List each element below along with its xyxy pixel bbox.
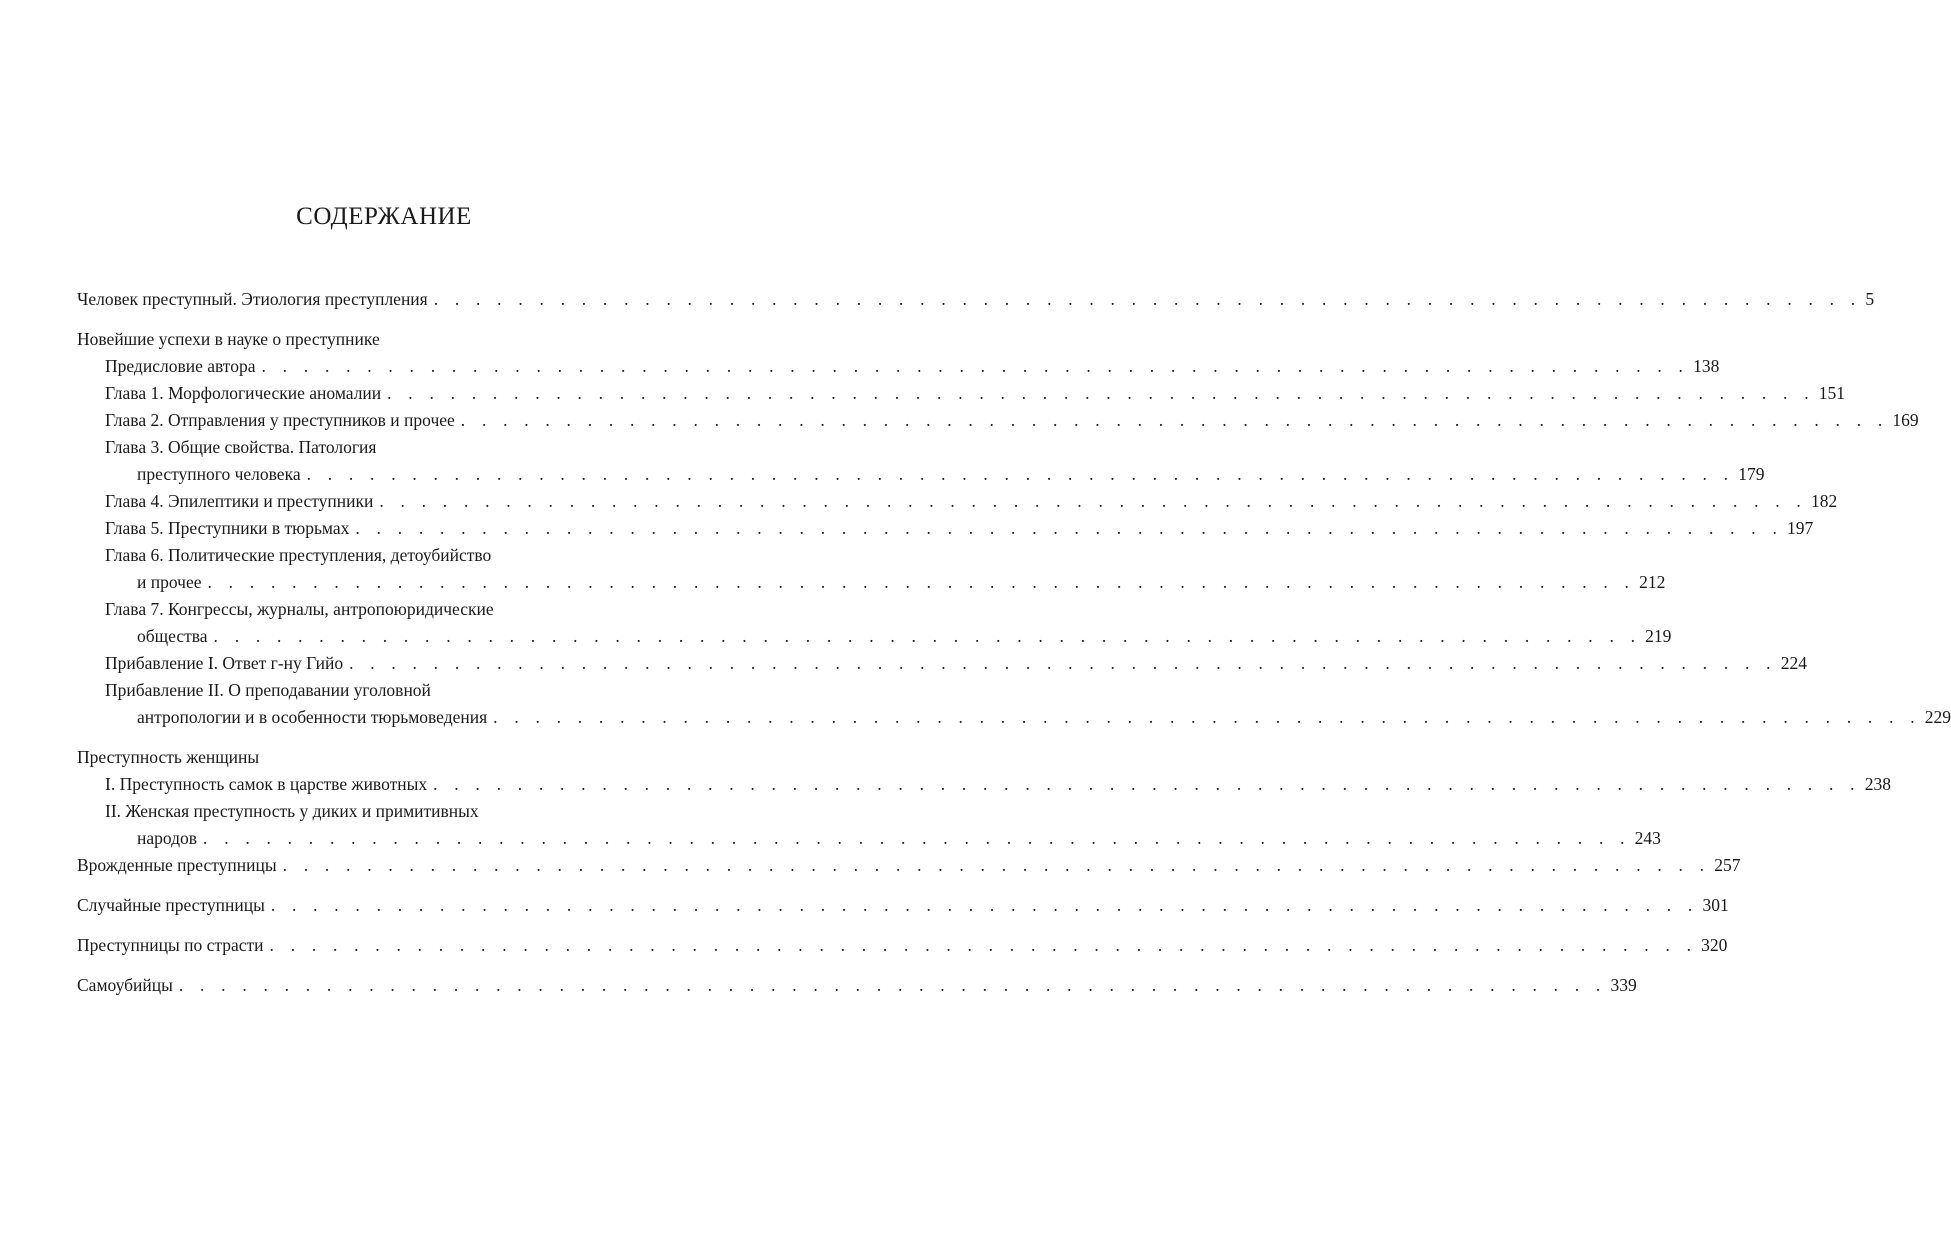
toc-page-number: 243 <box>1634 828 1661 848</box>
toc-entry-title: Предисловие автора <box>105 356 256 376</box>
dot-leader: . . . . . . . . . . . . . . . . . . . . . . . . . . . . . . . . . . . . . . . . . . . . . . . . . . . . . . . . . . . . . . . . . . . . <box>379 491 1807 511</box>
toc-page-number: 224 <box>1780 653 1807 673</box>
toc-entry-title: Случайные преступницы <box>77 895 265 915</box>
toc-entry-title: Новейшие успехи в науке о преступнике <box>77 329 380 349</box>
toc-page-number: 169 <box>1892 410 1919 430</box>
toc-entry-title: Глава 1. Морфологические аномалии <box>105 383 382 403</box>
toc-entry[interactable] <box>77 353 1720 380</box>
toc-entry[interactable] <box>77 650 1807 677</box>
toc-entry[interactable] <box>77 542 667 569</box>
toc-entry[interactable] <box>77 434 667 461</box>
toc-entry-title: Прибавление II. О преподавании уголовной <box>105 680 431 700</box>
toc-entry-title: Самоубийцы <box>77 975 173 995</box>
toc-entry-title: Преступницы по страсти <box>77 935 264 955</box>
toc-entry[interactable] <box>77 771 1891 798</box>
dot-leader: . . . . . . . . . . . . . . . . . . . . . . . . . . . . . . . . . . . . . . . . . . . . . . . . . . . . . . . . . . . . . . . . . . . . <box>178 975 1607 995</box>
toc-entry[interactable] <box>77 852 1741 879</box>
dot-leader: . . . . . . . . . . . . . . . . . . . . . . . . . . . . . . . . . . . . . . . . . . . . . . . . . . . . . . . . . . . . . . . . . . . . <box>355 518 1784 538</box>
toc-entry-title: Прибавление I. Ответ г-ну Гийо <box>105 653 344 673</box>
toc-entry-continuation[interactable] <box>77 825 1661 852</box>
toc-page-number: 179 <box>1738 464 1765 484</box>
toc-page-number: 5 <box>1865 289 1875 309</box>
toc-entry[interactable] <box>77 798 667 825</box>
toc-section-heading[interactable] <box>77 744 667 771</box>
dot-leader: . . . . . . . . . . . . . . . . . . . . . . . . . . . . . . . . . . . . . . . . . . . . . . . . . . . . . . . . . . . . . . . . . . . . <box>460 410 1889 430</box>
toc-page-number: 238 <box>1864 774 1891 794</box>
toc-entry[interactable] <box>77 407 1919 434</box>
toc-section-heading[interactable] <box>77 326 667 353</box>
toc-page-number: 212 <box>1639 572 1666 592</box>
toc-entry-continuation[interactable] <box>77 461 1765 488</box>
toc-entry-title: Глава 5. Преступники в тюрьмах <box>105 518 350 538</box>
dot-leader: . . . . . . . . . . . . . . . . . . . . . . . . . . . . . . . . . . . . . . . . . . . . . . . . . . . . . . . . . . . . . . . . . . . . <box>270 895 1699 915</box>
page-title: СОДЕРЖАНИЕ <box>296 203 472 230</box>
toc-entry-title: антропологии и в особенности тюрьмоведения <box>137 707 488 727</box>
dot-leader: . . . . . . . . . . . . . . . . . . . . . . . . . . . . . . . . . . . . . . . . . . . . . . . . . . . . . . . . . . . . . . . . . . . . <box>203 828 1631 848</box>
toc-page-number: 182 <box>1810 491 1838 511</box>
toc-entry-title: общества <box>137 626 208 646</box>
toc-entry[interactable] <box>77 515 1814 542</box>
toc-entry-title: Глава 4. Эпилептики и преступники <box>105 491 374 511</box>
toc-page-number: 320 <box>1701 935 1728 955</box>
dot-leader: . . . . . . . . . . . . . . . . . . . . . . . . . . . . . . . . . . . . . . . . . . . . . . . . . . . . . . . . . . . . . . . . . . . . <box>493 707 1921 727</box>
toc-entry-title: Глава 7. Конгрессы, журналы, антропоюридические <box>105 599 494 619</box>
toc-entry[interactable] <box>77 596 667 623</box>
toc-entry-continuation[interactable] <box>77 569 1666 596</box>
toc-page-number: 301 <box>1702 895 1729 915</box>
toc-entry-title: Врожденные преступницы <box>77 855 277 875</box>
toc-entry[interactable] <box>77 932 1728 959</box>
toc-entry[interactable] <box>77 380 1846 407</box>
dot-leader: . . . . . . . . . . . . . . . . . . . . . . . . . . . . . . . . . . . . . . . . . . . . . . . . . . . . . . . . . . . . . . . . . . . . <box>261 356 1690 376</box>
toc-entry[interactable] <box>77 286 1875 313</box>
dot-leader: . . . . . . . . . . . . . . . . . . . . . . . . . . . . . . . . . . . . . . . . . . . . . . . . . . . . . . . . . . . . . . . . . . . . <box>213 626 1642 646</box>
toc-entry[interactable] <box>77 892 1729 919</box>
toc-entry-title: преступного человека <box>137 464 301 484</box>
toc-page-number: 339 <box>1610 975 1637 995</box>
toc-entry[interactable] <box>77 972 1637 999</box>
dot-leader: . . . . . . . . . . . . . . . . . . . . . . . . . . . . . . . . . . . . . . . . . . . . . . . . . . . . . . . . . . . . . . . . . . . . <box>207 572 1636 592</box>
toc-entry-title: Преступность женщины <box>77 747 260 767</box>
toc-page-number: 219 <box>1645 626 1672 646</box>
dot-leader: . . . . . . . . . . . . . . . . . . . . . . . . . . . . . . . . . . . . . . . . . . . . . . . . . . . . . . . . . . . . . . . . . . . . <box>306 464 1735 484</box>
toc-entry-title: Глава 2. Отправления у преступников и прочее <box>105 410 455 430</box>
toc-entry[interactable] <box>77 677 667 704</box>
dot-leader: . . . . . . . . . . . . . . . . . . . . . . . . . . . . . . . . . . . . . . . . . . . . . . . . . . . . . . . . . . . . . . . . . . . . <box>349 653 1777 673</box>
toc-page-number: 197 <box>1787 518 1814 538</box>
toc-page-number: 151 <box>1818 383 1846 403</box>
toc-page-number: 257 <box>1714 855 1741 875</box>
dot-leader: . . . . . . . . . . . . . . . . . . . . . . . . . . . . . . . . . . . . . . . . . . . . . . . . . . . . . . . . . . . . . . . . . . . . <box>269 935 1698 955</box>
toc-entry-title: Человек преступный. Этиология преступления <box>77 289 428 309</box>
toc-entry-title: и прочее <box>137 572 202 592</box>
dot-leader: . . . . . . . . . . . . . . . . . . . . . . . . . . . . . . . . . . . . . . . . . . . . . . . . . . . . . . . . . . . . . . . . . . . . <box>433 289 1862 309</box>
table-of-contents <box>77 286 1951 999</box>
toc-entry-continuation[interactable] <box>77 623 1672 650</box>
toc-entry-title: Глава 3. Общие свойства. Патология <box>105 437 377 457</box>
dot-leader: . . . . . . . . . . . . . . . . . . . . . . . . . . . . . . . . . . . . . . . . . . . . . . . . . . . . . . . . . . . . . . . . . . . . <box>433 774 1861 794</box>
toc-entry-title: II. Женская преступность у диких и примитивных <box>105 801 479 821</box>
toc-entry-continuation[interactable] <box>77 704 1951 731</box>
toc-page-number: 229 <box>1924 707 1951 727</box>
dot-leader: . . . . . . . . . . . . . . . . . . . . . . . . . . . . . . . . . . . . . . . . . . . . . . . . . . . . . . . . . . . . . . . . . . . . <box>387 383 1815 403</box>
toc-entry-title: Глава 6. Политические преступления, детоубийство <box>105 545 492 565</box>
toc-entry-title: народов <box>137 828 198 848</box>
toc-entry[interactable] <box>77 488 1838 515</box>
toc-entry-title: I. Преступность самок в царстве животных <box>105 774 428 794</box>
dot-leader: . . . . . . . . . . . . . . . . . . . . . . . . . . . . . . . . . . . . . . . . . . . . . . . . . . . . . . . . . . . . . . . . . . . . <box>282 855 1711 875</box>
toc-page-number: 138 <box>1693 356 1720 376</box>
